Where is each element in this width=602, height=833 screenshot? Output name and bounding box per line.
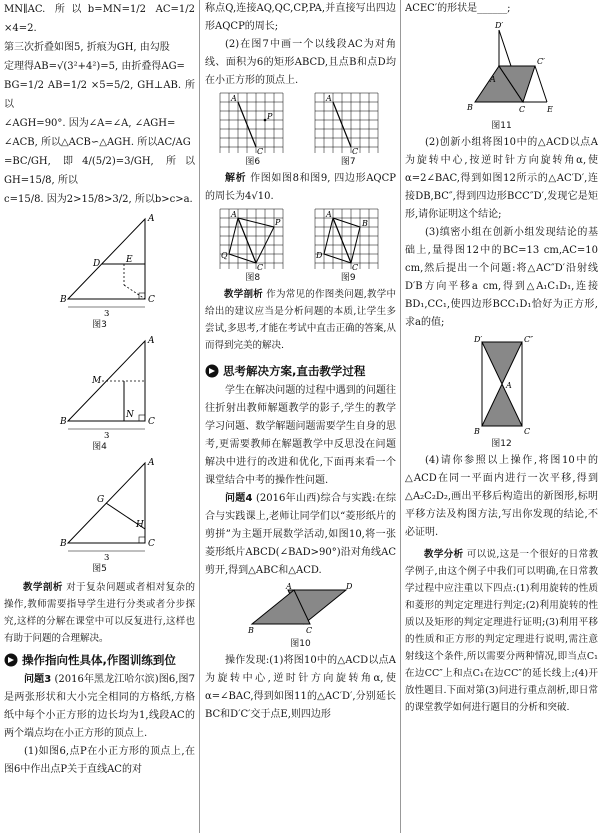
problem-part-3: (3)缜密小组在创新小组发现结论的基础上,量得图12中的BC=13 cm,AC=10 cm,然后提出一个问题:将△AC″D′沿射线D′B方向平移a cm,得到△A₁C₁D₁,连接BD₁,CC₁,使四边形BCC₁D₁恰好为正方形,求a的值;: [405, 227, 598, 328]
vertex-label-b: B: [59, 539, 67, 549]
problem-part-1: (1)如图6,点P在小正方形的顶点上,在图6中作出点P关于直线AC的对: [4, 746, 195, 775]
vertex-label-d2: D′: [494, 21, 503, 30]
point-label-q: Q: [220, 251, 228, 260]
figure-12: [452, 334, 552, 438]
point-label-a: A: [326, 94, 333, 103]
figure-7: [312, 90, 384, 156]
vertex-label-c: C: [147, 539, 155, 549]
problem-text: (2016年黑龙江哈尔滨)图6,图7是两张形状和大小完全相同的方格纸,方格纸中每个小正方形的边长均为1,线段AC的两个端点均在小正方形的顶点上.: [4, 674, 195, 739]
solution-label: 解析: [225, 173, 247, 184]
figure-10: [246, 582, 356, 638]
figure-7-caption: 图7: [340, 157, 356, 167]
solution-math-line: BG=1/2 AB=1/2 ×5=5/2, GH⊥AB. 所以: [4, 80, 195, 110]
section-title: 思考解决方案,直击教学过程: [223, 364, 366, 378]
figure-8: [217, 206, 289, 272]
dimension-label: 3: [103, 431, 109, 441]
intro-paragraph: 学生在解决问题的过程中遇到的问题往往折射出教师解题教学的影子,学生的教学学习问题、数学解题问题需要学生自身的思考,更需要教师在解题教学中反思没在问题解决中进行的改进和优化,下面再来看一个课堂结合中考的操作性问题.: [205, 385, 396, 486]
solution-text: 作图如图8和图9, 四边形AQCP的周长为4√10.: [205, 173, 396, 202]
vertex-label-c: C: [147, 417, 155, 427]
point-label-a: A: [230, 210, 237, 219]
figure-9-caption: 图9: [340, 273, 356, 283]
vertex-label-d2: D′: [473, 335, 482, 344]
solution-math-line: MN∥AC. 所以b=MN=1/2 AC=1/2 ×4=2.: [4, 4, 195, 34]
figure-row-6-7: [205, 90, 396, 170]
problem-part-4: (4)请你参照以上操作,将图10中的△ACD在同一平面内进行一次平移,得到△A₂C₂D₂,画出平移后构造出的新图形,标明平移方法及构图方法,写出你发现的结论,不必证明.: [405, 455, 598, 538]
point-label-m: M: [91, 376, 101, 386]
figure-8-caption: 图8: [245, 273, 261, 283]
figure-row-8-9: [205, 206, 396, 286]
problem-text: (2016年山西)综合与实践:在综合与实践课上,老师让同学们以“菱形纸片的剪拼”为主题开展数学活动,如图10,将一张菱形纸片ABCD(∠BAD>90°)沿对角线AC剪开,得到△ABC和△ACD.: [205, 493, 396, 576]
commentary-label: 教学剖析: [23, 582, 63, 593]
figure-10-caption: 图10: [290, 639, 311, 649]
commentary-paragraph: [4, 579, 195, 647]
figure-12-caption: 图12: [491, 439, 512, 449]
problem-paragraph: [4, 671, 195, 743]
vertex-label-c: C: [523, 427, 530, 436]
operation-continued: ACEC′的形状是______;: [405, 3, 511, 14]
vertex-label-c3: C″: [523, 335, 533, 344]
problem-label: 问题4: [225, 493, 253, 504]
section-marker-icon: [4, 653, 18, 667]
problem-part-2: (2)在图7中画一个以线段AC为对角线、面积为6的矩形ABCD,且点B和点D均在小正方形的顶点上.: [205, 39, 396, 86]
vertex-label-a: A: [489, 75, 496, 84]
problem-part-1-continued: 称点Q,连接AQ,QC,CP,PA,并直接写出四边形AQCP的周长;: [205, 3, 396, 32]
solution-math-line: c=15/8. 因为2>15/8>3/2, 所以b>c>a.: [4, 194, 193, 205]
figure-6-caption: 图6: [245, 157, 261, 167]
vertex-label-c2: C′: [536, 57, 545, 66]
dimension-label: 3: [103, 553, 109, 563]
vertex-label-a: A: [147, 214, 154, 224]
figure-3-caption: 图3: [92, 320, 107, 330]
column-divider: [400, 0, 401, 833]
commentary-text: 对于复杂问题或者相对复杂的操作,教师需要指导学生进行分类或者分步探究,这样的分解在课堂中可以反复进行,这样也有助于问题的合理解决。: [4, 582, 195, 644]
commentary-label: 教学剖析: [224, 289, 263, 300]
point-label-h: H: [135, 520, 144, 530]
point-label-c: C: [352, 263, 359, 272]
vertex-label-e: E: [546, 105, 553, 114]
commentary-text: 作为常见的作图类问题,教学中给出的建议应当是分析问题的本质,让学生多尝试,多思考,才能在考试中直击正确的答案,从而得到完美的解决.: [205, 289, 396, 351]
analysis-paragraph: [405, 546, 598, 716]
vertex-label-a: A: [505, 381, 512, 390]
figure-9: [312, 206, 384, 272]
vertex-label-b: B: [59, 295, 67, 305]
vertex-label-d: D: [345, 582, 352, 591]
vertex-label-b: B: [473, 427, 480, 436]
point-label-g: G: [96, 495, 104, 505]
solution-math-line: 定理得AB=√(3²+4²)=5, 由折叠得AG=: [4, 61, 185, 72]
point-label-b: B: [362, 219, 369, 228]
point-label-c: C: [256, 147, 263, 156]
operation-paragraph: 操作发现:(1)将图10中的△ACD以点A为旋转中心,逆时针方向旋转角α,使α=∠BAC,得到如图11的△AC′D′,分别延长BC和D′C′交于点E,则四边形: [205, 655, 396, 720]
point-label-p: P: [266, 112, 273, 121]
solution-paragraph: [205, 170, 396, 206]
column-1: [4, 0, 195, 833]
point-label-a: A: [326, 210, 333, 219]
dimension-label: 3: [103, 309, 109, 319]
solution-math-line: ∠AGH=90°. 因为∠A=∠A, ∠AGH=: [4, 118, 176, 129]
point-label-a: A: [230, 94, 237, 103]
vertex-label-b: B: [466, 103, 473, 112]
section-marker-icon: [205, 364, 219, 378]
vertex-label-a: A: [147, 336, 154, 346]
figure-5-caption: 图5: [92, 564, 107, 574]
point-label-c: C: [256, 263, 263, 272]
solution-math-line: =BC/GH, 即4/(5/2)=3/GH, 所以GH=15/8, 所以: [4, 156, 195, 186]
figure-11-caption: 图11: [491, 121, 512, 131]
section-title: 操作指向性具体,作图训练到位: [22, 653, 176, 667]
point-label-d: D: [92, 259, 100, 269]
vertex-label-b: B: [59, 417, 67, 427]
section-heading: [205, 362, 396, 380]
figure-5: [40, 455, 160, 563]
point-label-d: D: [316, 251, 323, 260]
point-label-c: C: [352, 147, 359, 156]
analysis-text: 可以说,这是一个很好的日常教学例子,由这个例子中我们可以明确,在日常教学过程中应注重以下四点:(1)利用旋转的性质和菱形的判定定理进行判定;(2)利用旋转的性质以及矩形的判定定理进行证明;(3)利用平移的性质和正方形的判定定理进行说明,需注意射线这个条件,所以需要分两种情况,即当点C₁在边CC″上和点C₁在边CC″的延长线上;(4)开放性题目.下面对第(3)问进行重点剖析,即日常的课堂教学如何进行题目的分析和突破.: [405, 549, 598, 713]
vertex-label-a: A: [147, 458, 154, 468]
vertex-label-c: C: [305, 626, 312, 635]
solution-math-line: ∠ACB, 所以△ACB∽△AGH. 所以AC/AG: [4, 137, 191, 148]
figure-4-caption: 图4: [92, 442, 107, 452]
point-label-n: N: [125, 410, 134, 420]
vertex-label-c: C: [518, 105, 525, 114]
figure-4: [40, 333, 160, 441]
vertex-label-c: C: [147, 295, 155, 305]
point-label-e: E: [125, 255, 133, 265]
problem-label: 问题3: [24, 674, 52, 685]
column-divider: [199, 0, 200, 833]
vertex-label-a: A: [285, 582, 292, 591]
commentary-paragraph: [205, 286, 396, 354]
problem-part-2: (2)创新小组将图10中的△ACD以点A为旋转中心,按逆时针方向旋转角α,使α=2∠BAC,得到如图12所示的△AC′D′,连接DB,BC″,得到四边形BCC″D′,发现它是矩形,请你证明这个结论;: [405, 137, 598, 220]
analysis-label: 教学分析: [424, 549, 464, 560]
vertex-label-b: B: [247, 626, 254, 635]
figure-3: [40, 211, 160, 319]
figure-6: [217, 90, 289, 156]
figure-11: [447, 20, 557, 120]
point-label-p: P: [274, 218, 281, 227]
section-heading: [4, 651, 195, 669]
solution-math-line: 第三次折叠如图5, 折痕为GH, 由勾股: [4, 42, 170, 53]
column-2: [205, 0, 396, 833]
problem-paragraph: [205, 490, 396, 580]
column-3: [405, 0, 598, 833]
